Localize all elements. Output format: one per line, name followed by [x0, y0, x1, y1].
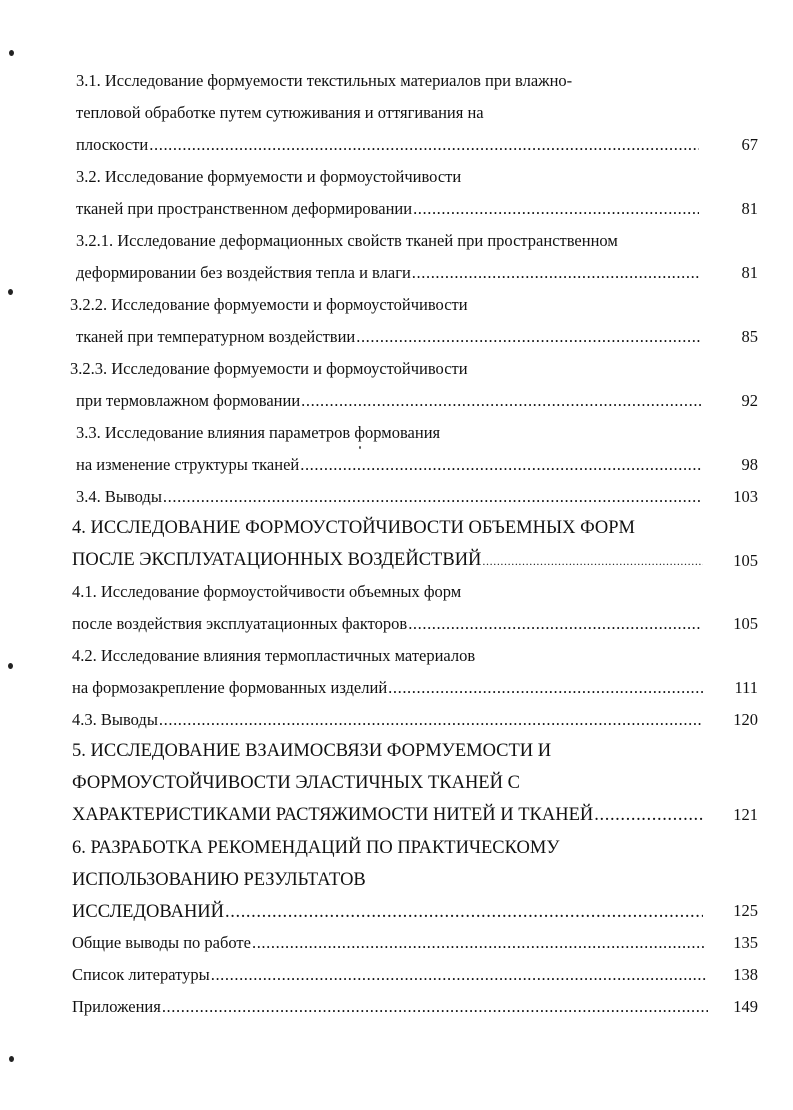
toc-entry-leader [72, 895, 703, 929]
toc-page-number: 105 [733, 551, 758, 570]
margin-mark [9, 1056, 14, 1062]
toc-entry-leader [72, 705, 703, 735]
dot-leader [301, 386, 702, 416]
toc-entry-title: на изменение структуры тканей [76, 455, 300, 474]
toc-chapter-line: ИСПОЛЬЗОВАНИЮ РЕЗУЛЬТАТОВ [72, 870, 366, 890]
toc-page-number: 81 [741, 263, 758, 282]
toc-entry-title: 4.3. Выводы [72, 710, 158, 729]
toc-page-number: 67 [741, 135, 758, 154]
toc-entry-line: 4.1. Исследование формоустойчивости объемных форм [72, 582, 462, 601]
toc-entry-title: ПОСЛЕ ЭКСПЛУАТАЦИОННЫХ ВОЗДЕЙСТВИЙ [72, 550, 482, 570]
dot-leader [413, 194, 699, 224]
toc-page-number: 149 [733, 997, 758, 1016]
toc-entry-leader [72, 992, 708, 1022]
toc-entry-title: Список литературы [72, 965, 210, 984]
dot-leader [225, 895, 703, 929]
dot-leader [252, 928, 706, 958]
toc-entry-title: тканей при температурном воздействии [76, 327, 356, 346]
dot-leader [408, 609, 700, 639]
dot-leader [356, 322, 702, 352]
toc-entry-leader [76, 450, 702, 480]
toc-entry-title: Приложения [72, 997, 161, 1016]
toc-page-number: 92 [741, 391, 758, 410]
dot-leader [149, 130, 699, 160]
toc-entry-leader [76, 130, 699, 160]
toc-chapter-line: 4. ИССЛЕДОВАНИЕ ФОРМОУСТОЙЧИВОСТИ ОБЪЕМНЫХ ФОРМ [72, 518, 636, 538]
toc-page-number: 120 [733, 710, 758, 729]
toc-entry-line: 3.2.3. Исследование формуемости и формоустойчивости [70, 359, 468, 378]
toc-entry-title: деформировании без воздействия тепла и влаги [76, 263, 411, 282]
toc-entry-title: при термовлажном формовании [76, 391, 301, 410]
dot-leader [388, 673, 703, 703]
dot-leader [211, 960, 708, 990]
toc-entry-title: на формозакрепление формованных изделий [72, 678, 388, 697]
toc-page-number: 81 [741, 199, 758, 218]
toc-entry-title: ХАРАКТЕРИСТИКАМИ РАСТЯЖИМОСТИ НИТЕЙ И ТКАНЕЙ [72, 805, 594, 825]
toc-entry-leader [76, 322, 702, 352]
toc-page-number: 85 [741, 327, 758, 346]
toc-page-number: 121 [733, 805, 758, 824]
dot-leader [594, 798, 703, 832]
toc-chapter-line: 6. РАЗРАБОТКА РЕКОМЕНДАЦИЙ ПО ПРАКТИЧЕСКОМУ [72, 838, 560, 858]
margin-mark [8, 663, 13, 669]
toc-entry-title: тканей при пространственном деформировании [76, 199, 413, 218]
toc-entry-leader [72, 673, 703, 703]
toc-page-number: 105 [733, 614, 758, 633]
toc-entry-line: 4.2. Исследование влияния термопластичных материалов [72, 646, 476, 665]
toc-entry-line: 3.2.1. Исследование деформационных свойств тканей при пространственном [76, 231, 618, 250]
toc-entry-title: после воздействия эксплуатационных факторов [72, 614, 408, 633]
toc-entry-line: 3.2.2. Исследование формуемости и формоустойчивости [70, 295, 468, 314]
dot-leader [159, 705, 703, 735]
toc-chapter-line: 5. ИССЛЕДОВАНИЕ ВЗАИМОСВЯЗИ ФОРМУЕМОСТИ И [72, 741, 552, 761]
toc-entry-line: 3.1. Исследование формуемости текстильных материалов при влажно- [76, 71, 573, 90]
toc-page-number: 98 [741, 455, 758, 474]
toc-entry-leader [72, 928, 706, 958]
dot-leader [482, 544, 703, 578]
toc-page-number: 103 [733, 487, 758, 506]
margin-mark [8, 289, 13, 295]
toc-entry-title: Общие выводы по работе [72, 933, 251, 952]
dot-leader [412, 258, 699, 288]
toc-page-number: 135 [733, 933, 758, 952]
margin-mark [9, 50, 14, 56]
toc-page-number: 125 [733, 901, 758, 920]
toc-entry-line: 3.2. Исследование формуемости и формоустойчивости [76, 167, 462, 186]
toc-chapter-line: ФОРМОУСТОЙЧИВОСТИ ЭЛАСТИЧНЫХ ТКАНЕЙ С [72, 773, 520, 793]
toc-entry-leader [76, 482, 700, 512]
toc-page-number: 111 [734, 678, 758, 697]
toc-page-number: 138 [733, 965, 758, 984]
toc-entry-leader [76, 258, 699, 288]
toc-entry-leader [76, 194, 699, 224]
dot-leader [162, 992, 708, 1022]
toc-entry-leader [76, 386, 702, 416]
toc-entry-leader [72, 798, 703, 832]
toc-entry-title: ИССЛЕДОВАНИЙ [72, 902, 225, 922]
toc-entry-line: 3.3. Исследование влияния параметров формования [76, 423, 441, 442]
dot-leader [163, 482, 700, 512]
toc-entry-title: 3.4. Выводы [76, 487, 162, 506]
toc-entry-leader [72, 543, 703, 577]
toc-entry-leader [72, 609, 700, 639]
toc-entry-title: плоскости [76, 135, 149, 154]
dot-leader [300, 450, 702, 480]
toc-entry-leader [72, 960, 708, 990]
toc-entry-line: тепловой обработке путем сутюживания и оттягивания на [76, 103, 484, 122]
